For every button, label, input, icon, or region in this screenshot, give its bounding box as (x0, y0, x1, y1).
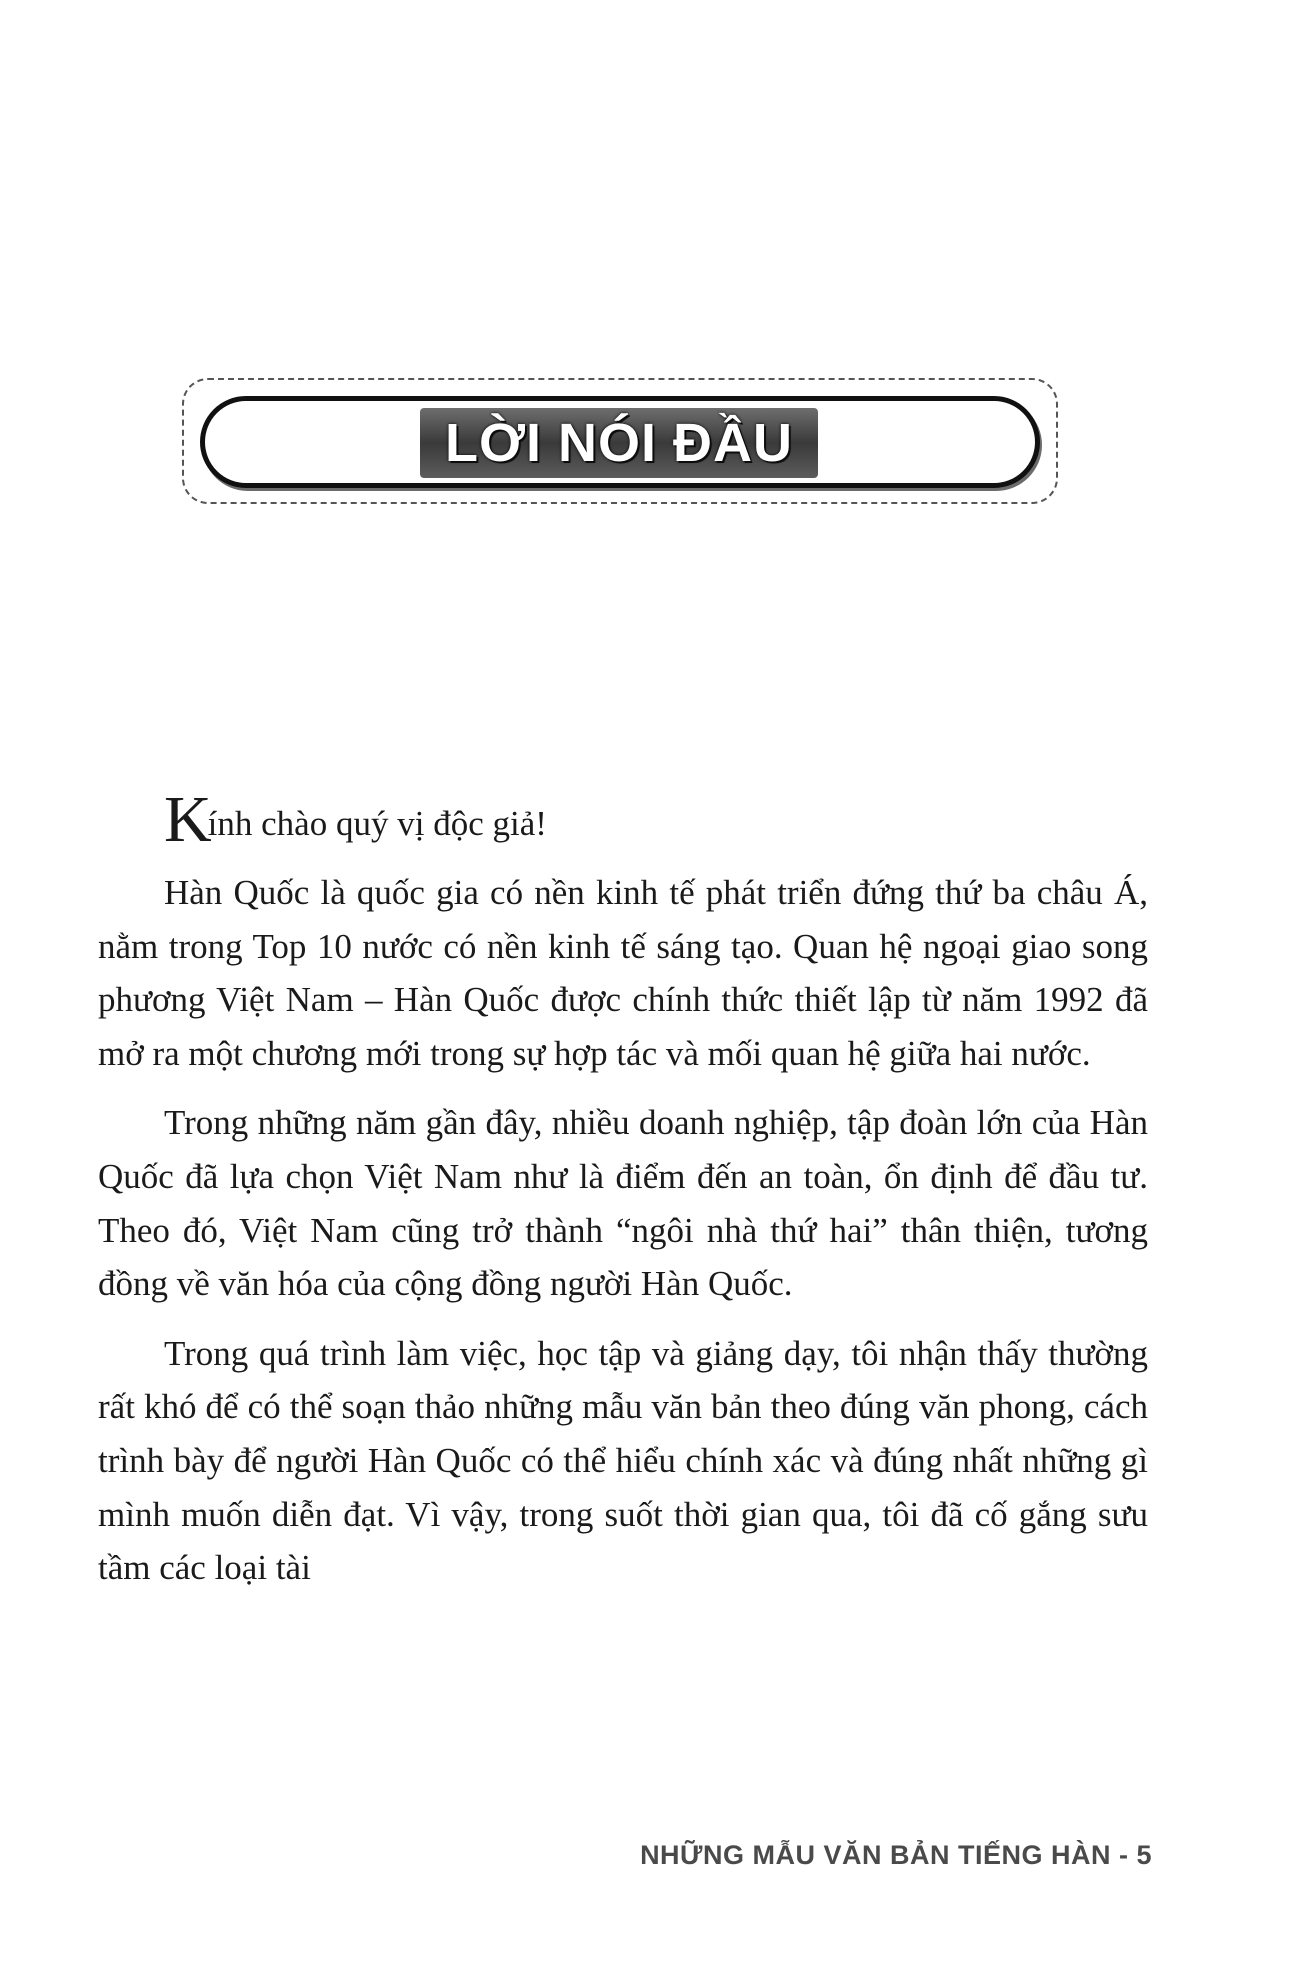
paragraph: Trong quá trình làm việc, học tập và giảng dạy, tôi nhận thấy thường rất khó để có thể soạn thảo những mẫu văn bản theo đúng văn phong, cách trình bày để người Hàn Quốc có thể hiểu chính xác và đúng nhất những gì mình muốn diễn đạt. Vì vậy, trong suốt thời gian qua, tôi đã cố gắng sưu tầm các loại tài (98, 1333, 1148, 1588)
paragraph: Hàn Quốc là quốc gia có nền kinh tế phát triển đứng thứ ba châu Á, nằm trong Top 10 nước có nền kinh tế sáng tạo. Quan hệ ngoại giao song phương Việt Nam – Hàn Quốc được chính thức thiết lập từ năm 1992 đã mở ra một chương mới trong sự hợp tác và mối quan hệ giữa hai nước. (98, 873, 1148, 1073)
drop-cap: K (164, 783, 212, 856)
page-footer (640, 1840, 1152, 1871)
page-number: 5 (1136, 1840, 1152, 1870)
greeting-text: ính chào quý vị độc giả! (207, 804, 547, 843)
footer-separator: - (1110, 1840, 1137, 1870)
greeting-line (98, 783, 1148, 856)
paragraph: Trong những năm gần đây, nhiều doanh nghiệp, tập đoàn lớn của Hàn Quốc đã lựa chọn Việt Nam như là điểm đến an toàn, ổn định để đầu tư. Theo đó, Việt Nam cũng trở thành “ngôi nhà thứ hai” thân thiện, tương đồng về văn hóa của cộng đồng người Hàn Quốc. (98, 1103, 1148, 1304)
running-title: NHỮNG MẪU VĂN BẢN TIẾNG HÀN (640, 1840, 1111, 1870)
chapter-title: LỜI NÓI ĐẦU (444, 413, 794, 473)
body-text (98, 783, 1148, 1611)
